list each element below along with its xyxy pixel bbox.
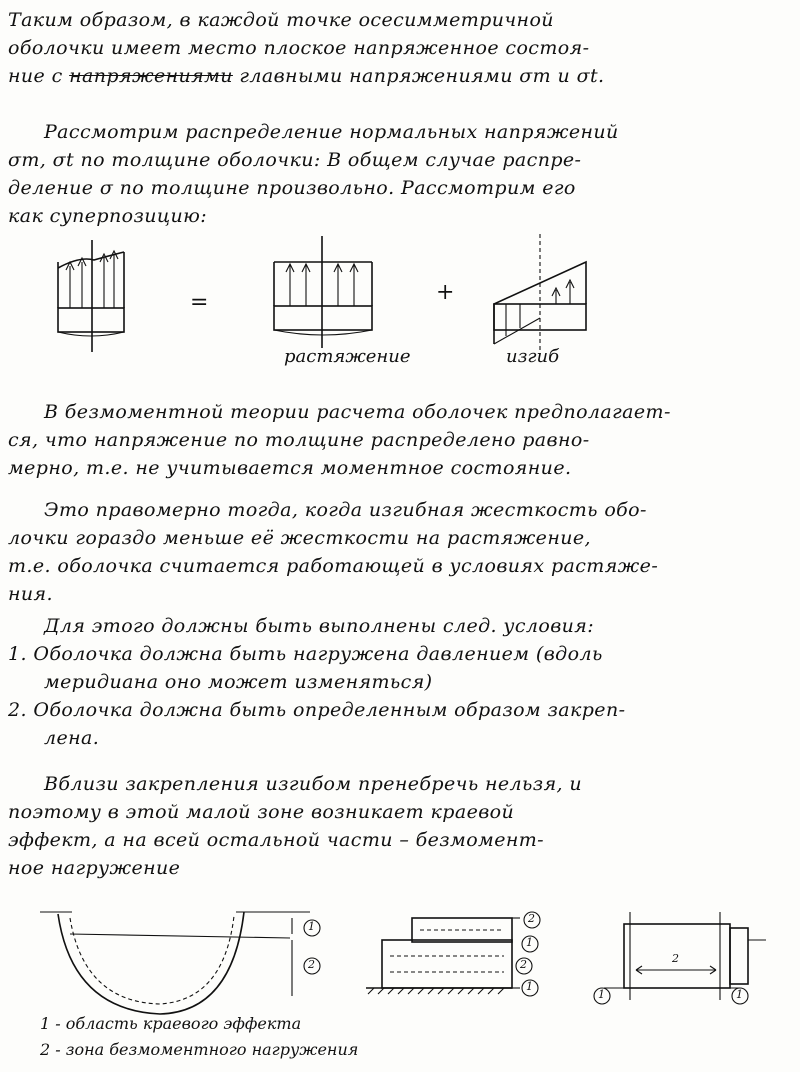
text-line: меридиана оно может изменяться) <box>44 671 433 693</box>
text-line: лочки гораздо меньше её жесткости на растяжение, <box>8 527 591 549</box>
zone-1-label-cylinder-left: 1 <box>598 988 605 1001</box>
zone-1-label-shell: 1 <box>308 920 315 933</box>
text-line: поэтому в этой малой зоне возникает краевой <box>8 801 515 823</box>
zone-1-label-cylinder-right: 1 <box>736 988 743 1001</box>
text-line: деление σ по толщине произвольно. Рассмотрим его <box>8 177 576 199</box>
bending-label: изгиб <box>506 346 560 367</box>
zone-2-label-vessel-top: 2 <box>528 912 535 925</box>
zone-2-label-vessel-lower: 2 <box>520 958 527 971</box>
text-line: Вблизи закрепления изгибом пренебречь нельзя, и <box>44 773 583 795</box>
text-line: 2. Оболочка должна быть определенным образом закреп- <box>8 699 626 721</box>
tension-label: растяжение <box>284 346 411 367</box>
legend-membrane-zone: 2 - зона безмоментного нагружения <box>40 1040 359 1059</box>
text-line: Для этого должны быть выполнены след. условия: <box>44 615 595 637</box>
text-line: ния. <box>8 583 53 605</box>
text-line: как суперпозицию: <box>8 205 208 227</box>
equals-sign: = <box>190 290 209 315</box>
legend-edge-effect: 1 - область краевого эффекта <box>40 1014 302 1033</box>
text-line: ся, что напряжение по толщине распределено равно- <box>8 429 590 451</box>
text-line: мерно, т.е. не учитывается моментное состояние. <box>8 457 572 479</box>
zone-2-label-shell: 2 <box>308 958 315 971</box>
text-line: σт, σt по толщине оболочки: В общем случае распре- <box>8 149 582 171</box>
zone-2-label-cylinder: 2 <box>672 952 679 965</box>
zone-1-label-vessel-upper: 1 <box>526 936 533 949</box>
zone-1-label-vessel-bottom: 1 <box>526 980 533 993</box>
text-fragment: главными напряжениями σт и σt. <box>232 65 605 87</box>
text-line: Рассмотрим распределение нормальных напряжений <box>44 121 619 143</box>
text-line: Это правомерно тогда, когда изгибная жесткость обо- <box>44 499 647 521</box>
text-line: Таким образом, в каждой точке осесимметричной <box>8 9 554 31</box>
plus-sign: + <box>436 280 455 305</box>
text-line: эффект, а на всей остальной части – безмомент- <box>8 829 545 851</box>
text-line: ное нагружение <box>8 857 181 879</box>
text-line: оболочки имеет место плоское напряженное состоя- <box>8 37 590 59</box>
text-fragment: ние с <box>8 65 70 87</box>
struck-word: напряжениями <box>69 65 233 87</box>
stepped-vessel-sketch <box>366 912 540 996</box>
text-line: т.е. оболочка считается работающей в условиях растяже- <box>8 555 659 577</box>
text-line: 1. Оболочка должна быть нагружена давлением (вдоль <box>8 643 603 665</box>
spherical-shell-sketch <box>40 912 320 1014</box>
text-line: В безмоментной теории расчета оболочек предполагает- <box>44 401 671 423</box>
text-line: лена. <box>44 727 100 749</box>
